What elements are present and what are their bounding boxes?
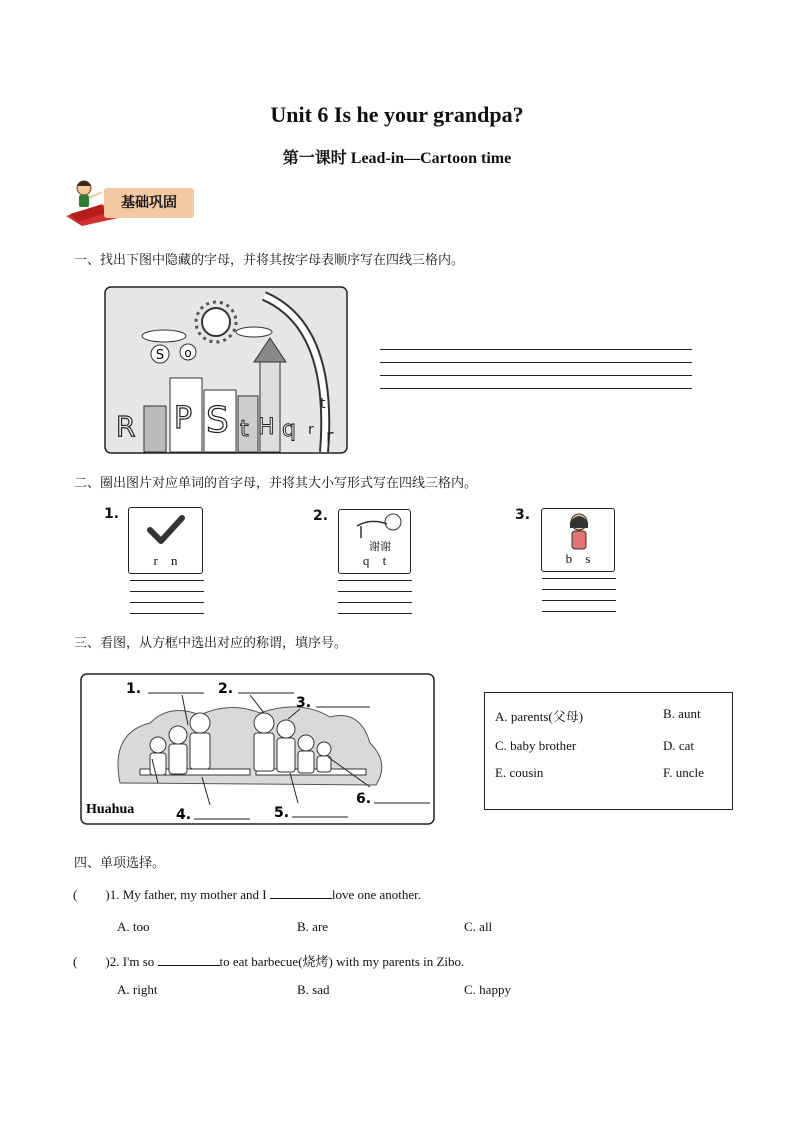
hidden-letter: R — [116, 410, 136, 443]
section3-heading: 三、看图，从方框中选出对应的称谓，填序号。 — [74, 636, 348, 651]
hidden-letter: r — [308, 422, 314, 438]
girl-icon — [564, 512, 594, 552]
answer-blank[interactable] — [158, 954, 220, 966]
q2-choice-c[interactable]: C. happy — [464, 982, 511, 997]
hidden-letters-picture — [104, 286, 348, 454]
blank-label: 3. — [296, 695, 312, 711]
page-title: Unit 6 Is he your grandpa? — [270, 102, 524, 127]
q1-choice-c[interactable]: C. all — [464, 919, 493, 934]
hidden-letter: q — [282, 417, 296, 442]
picture-card[interactable] — [128, 507, 203, 574]
q2-choice-b[interactable]: B. sad — [297, 982, 330, 997]
letter-choices[interactable]: b s — [565, 551, 591, 566]
options-box — [484, 692, 733, 810]
blank-label: 1. — [126, 681, 142, 697]
option-e: E. cousin — [495, 765, 544, 780]
section1-heading: 一、找出下图中隐藏的字母，并将其按字母表顺序写在四线三格内。 — [74, 253, 465, 268]
section2-heading: 二、圈出图片对应单词的首字母，并将其大小写形式写在四线三格内。 — [74, 476, 478, 491]
blank-label: 4. — [176, 807, 192, 823]
hidden-letter: P — [174, 401, 193, 436]
hidden-letter: H — [258, 415, 275, 440]
option-c: C. baby brother — [495, 738, 577, 753]
hidden-letter: o — [184, 346, 192, 360]
writing-lines[interactable] — [380, 349, 692, 389]
letter-choices[interactable]: r n — [153, 553, 178, 568]
page-subtitle: 第一课时 Lead-in—Cartoon time — [282, 150, 512, 167]
picture-card[interactable] — [541, 508, 615, 572]
answer-paren-close[interactable]: ) — [105, 887, 110, 902]
q1-choice-a[interactable]: A. too — [117, 919, 150, 934]
item-number: 2. — [313, 508, 329, 524]
writing-lines[interactable] — [542, 578, 616, 614]
hidden-letter: t — [320, 396, 326, 412]
question-1-prefix: 1. My father, my mother and I — [109, 887, 267, 902]
hidden-letter: r — [326, 426, 334, 447]
blank-label: 2. — [218, 681, 234, 697]
question-1 — [73, 887, 421, 903]
hidden-letter: t — [240, 417, 249, 442]
name-label: Huahua — [86, 802, 135, 817]
question-2-suffix: to eat barbecue(烧烤) with my parents in Zibo. — [219, 954, 465, 969]
answer-paren-close[interactable]: ) — [105, 954, 110, 969]
question-2-prefix: 2. I'm so — [109, 954, 155, 969]
option-f: F. uncle — [663, 765, 704, 780]
question-1-suffix: love one another. — [331, 887, 421, 902]
option-a: A. parents(父母) — [495, 709, 584, 724]
answer-paren-open[interactable]: ( — [73, 954, 78, 969]
hidden-letter: S — [206, 400, 229, 441]
hidden-letter: S — [155, 348, 165, 363]
option-b: B. aunt — [663, 706, 701, 721]
writing-lines[interactable] — [338, 580, 412, 616]
q2-choice-a[interactable]: A. right — [117, 982, 158, 997]
picture-card[interactable] — [338, 509, 411, 574]
section4-heading: 四、单项选择。 — [74, 856, 166, 871]
question-2 — [73, 951, 464, 970]
item-number: 1. — [104, 506, 120, 522]
item-number: 3. — [515, 507, 531, 523]
thanks-caption: 谢谢 — [369, 540, 391, 553]
family-picture — [80, 673, 436, 826]
letter-choices[interactable]: q t — [362, 553, 387, 568]
answer-paren-open[interactable]: ( — [73, 887, 78, 902]
blank-label: 5. — [274, 805, 290, 821]
section-tag: 基础巩固 — [104, 188, 194, 218]
writing-lines[interactable] — [130, 580, 204, 616]
blank-label: 6. — [356, 791, 372, 807]
thank-you-bow-icon — [353, 512, 405, 540]
q1-choice-b[interactable]: B. are — [297, 919, 329, 934]
option-d: D. cat — [663, 738, 695, 753]
check-mark-icon — [146, 514, 186, 546]
answer-blank[interactable] — [270, 887, 332, 899]
